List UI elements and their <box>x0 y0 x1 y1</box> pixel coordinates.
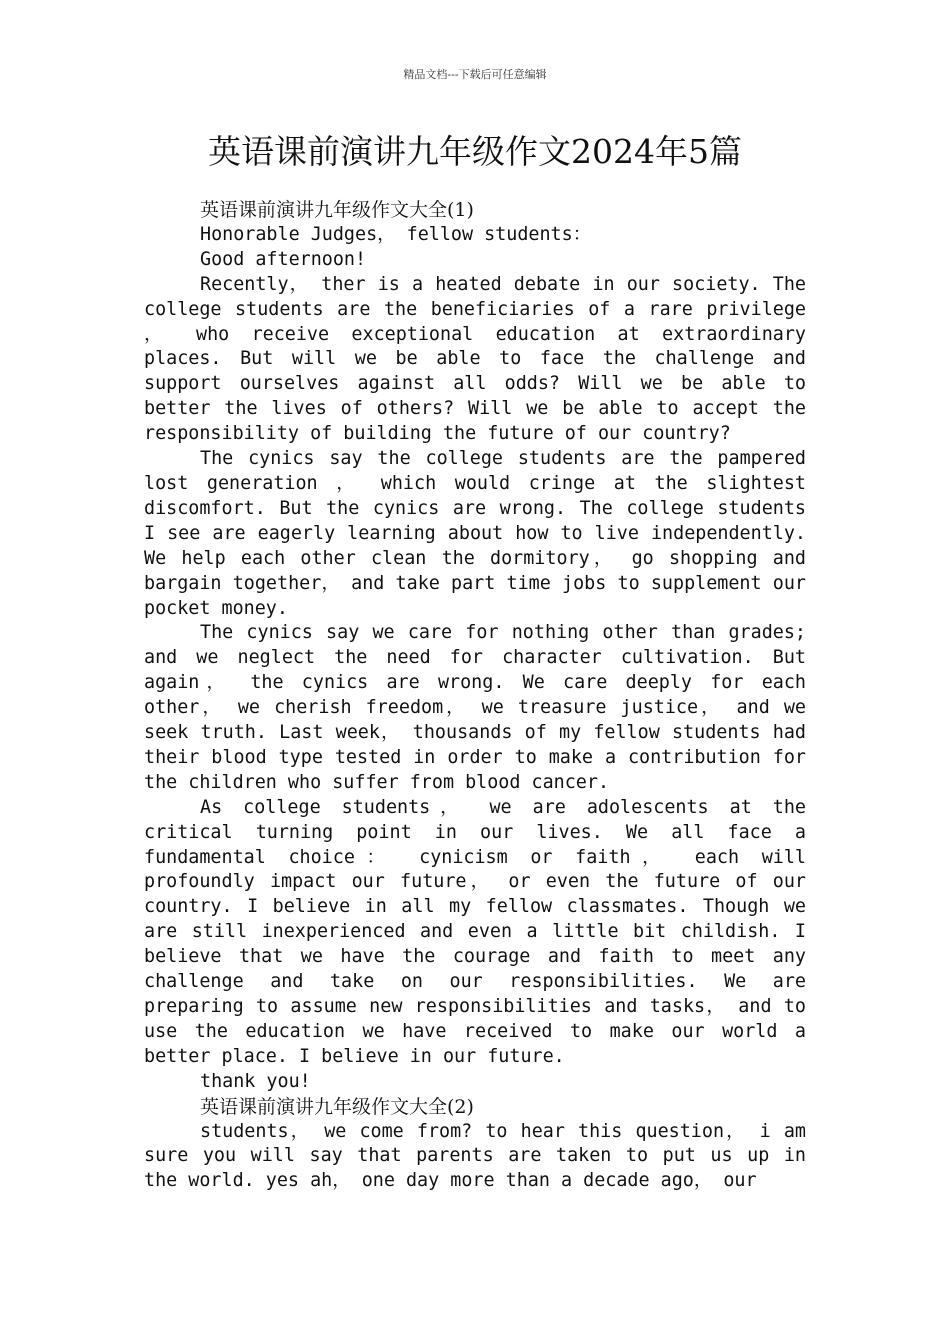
paragraph-1: Recently， ther is a heated debate in our society. The college students are the beneficiaries of a rare privilege ， who receive exceptional education at extraordinary places. But will we be able to face the challenge and support ourselves against all odds? Will we be able to better the lives of others? Will we be able to accept the responsibility of building the future of our country? <box>144 273 806 445</box>
section-heading-2: 英语课前演讲九年级作文大全(2) <box>200 1095 474 1118</box>
paragraph-5: students， we come from? to hear this question， i am sure you will say that parents are taken to put us up in the world. yes ah， one day more than a decade ago， our <box>144 1120 806 1192</box>
paragraph-4: As college students， we are adolescents at the critical turning point in our lives. We all face a fundamental choice： cynicism or faith， each will profoundly impact our future， or even the future of our country. I believe in all my fellow classmates. Though we are still inexperienced and even a little bit childish. I believe that we have the courage and faith to meet any challenge and take on our responsibilities. We are preparing to assume new responsibilities and tasks， and to use the education we have received to make our world a better place. I believe in our future. <box>144 796 806 1067</box>
section-heading-1: 英语课前演讲九年级作文大全(1) <box>200 199 474 221</box>
closing-line: thank you! <box>200 1070 311 1092</box>
greeting-line-1: Honorable Judges， fellow students： <box>200 223 592 245</box>
article-body <box>144 198 806 1194</box>
paragraph-3: The cynics say we care for nothing other than grades; and we neglect the need for character cultivation. But again， the cynics are wrong. We care deeply for each other， we cherish freedom， we treasure justice， and we seek truth. Last week， thousands of my fellow students had their blood type tested in order to make a contribution for the children who suffer from blood cancer. <box>144 622 806 793</box>
greeting-line-2: Good afternoon! <box>200 248 367 270</box>
document-title: 英语课前演讲九年级作文2024年5篇 <box>208 132 742 171</box>
paragraph-2: The cynics say the college students are the pampered lost generation ， which would cringe at the slightest discomfort. But the cynics are wrong. The college students I see are eagerly learning about how to live independently. We help each other clean the dormitory， go shopping and bargain together， and take part time jobs to supplement our pocket money. <box>144 448 806 619</box>
page-header-note: 精品文档---下载后可任意编辑 <box>403 68 547 81</box>
